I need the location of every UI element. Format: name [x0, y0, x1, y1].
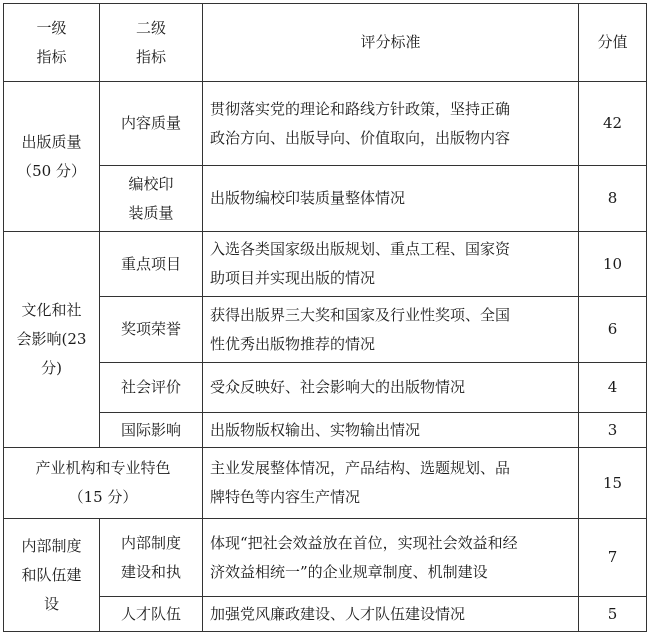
level1-cell: 出版质量 （50 分）: [4, 82, 100, 232]
score-cell: 42: [579, 82, 647, 166]
header-score: 分值: [579, 4, 647, 82]
criteria-cell: 受众反映好、社会影响大的出版物情况: [203, 363, 579, 413]
score-cell: 6: [579, 297, 647, 363]
score-cell: 7: [579, 519, 647, 597]
level2-cell: 奖项荣誉: [100, 297, 203, 363]
level2-cell: 编校印 装质量: [100, 166, 203, 232]
level2-cell: 人才队伍: [100, 597, 203, 632]
header-criteria: 评分标准: [203, 4, 579, 82]
table-row: [4, 363, 647, 413]
level2-cell: 国际影响: [100, 413, 203, 448]
score-cell: 5: [579, 597, 647, 632]
table-row: [4, 297, 647, 363]
score-cell: 8: [579, 166, 647, 232]
level1-cell: 文化和社 会影响(23 分): [4, 232, 100, 448]
table-row: [4, 448, 647, 519]
table-row: [4, 232, 647, 297]
table-row: [4, 519, 647, 597]
level1-cell: 内部制度 和队伍建 设: [4, 519, 100, 632]
score-cell: 4: [579, 363, 647, 413]
header-level1-indicator: 一级 指标: [4, 4, 100, 82]
criteria-cell: 获得出版界三大奖和国家及行业性奖项、全国 性优秀出版物推荐的情况: [203, 297, 579, 363]
score-cell: 15: [579, 448, 647, 519]
score-cell: 10: [579, 232, 647, 297]
criteria-cell: 出版物版权输出、实物输出情况: [203, 413, 579, 448]
table-row: [4, 166, 647, 232]
criteria-cell: 入选各类国家级出版规划、重点工程、国家资 助项目并实现出版的情况: [203, 232, 579, 297]
criteria-cell: 出版物编校印装质量整体情况: [203, 166, 579, 232]
level2-cell: 社会评价: [100, 363, 203, 413]
level2-cell: 重点项目: [100, 232, 203, 297]
table-header-row: [4, 4, 647, 82]
level1-cell: 产业机构和专业特色 （15 分）: [4, 448, 203, 519]
scoring-table: [3, 3, 647, 632]
table-row: [4, 413, 647, 448]
table-row: [4, 597, 647, 632]
level2-cell: 内部制度 建设和执: [100, 519, 203, 597]
table-row: [4, 82, 647, 166]
criteria-cell: 体现“把社会效益放在首位，实现社会效益和经 济效益相统一”的企业规章制度、机制建设: [203, 519, 579, 597]
score-cell: 3: [579, 413, 647, 448]
header-level2-indicator: 二级 指标: [100, 4, 203, 82]
criteria-cell: 加强党风廉政建设、人才队伍建设情况: [203, 597, 579, 632]
criteria-cell: 贯彻落实党的理论和路线方针政策，坚持正确 政治方向、出版导向、价值取向，出版物内容: [203, 82, 579, 166]
level2-cell: 内容质量: [100, 82, 203, 166]
criteria-cell: 主业发展整体情况，产品结构、选题规划、品 牌特色等内容生产情况: [203, 448, 579, 519]
